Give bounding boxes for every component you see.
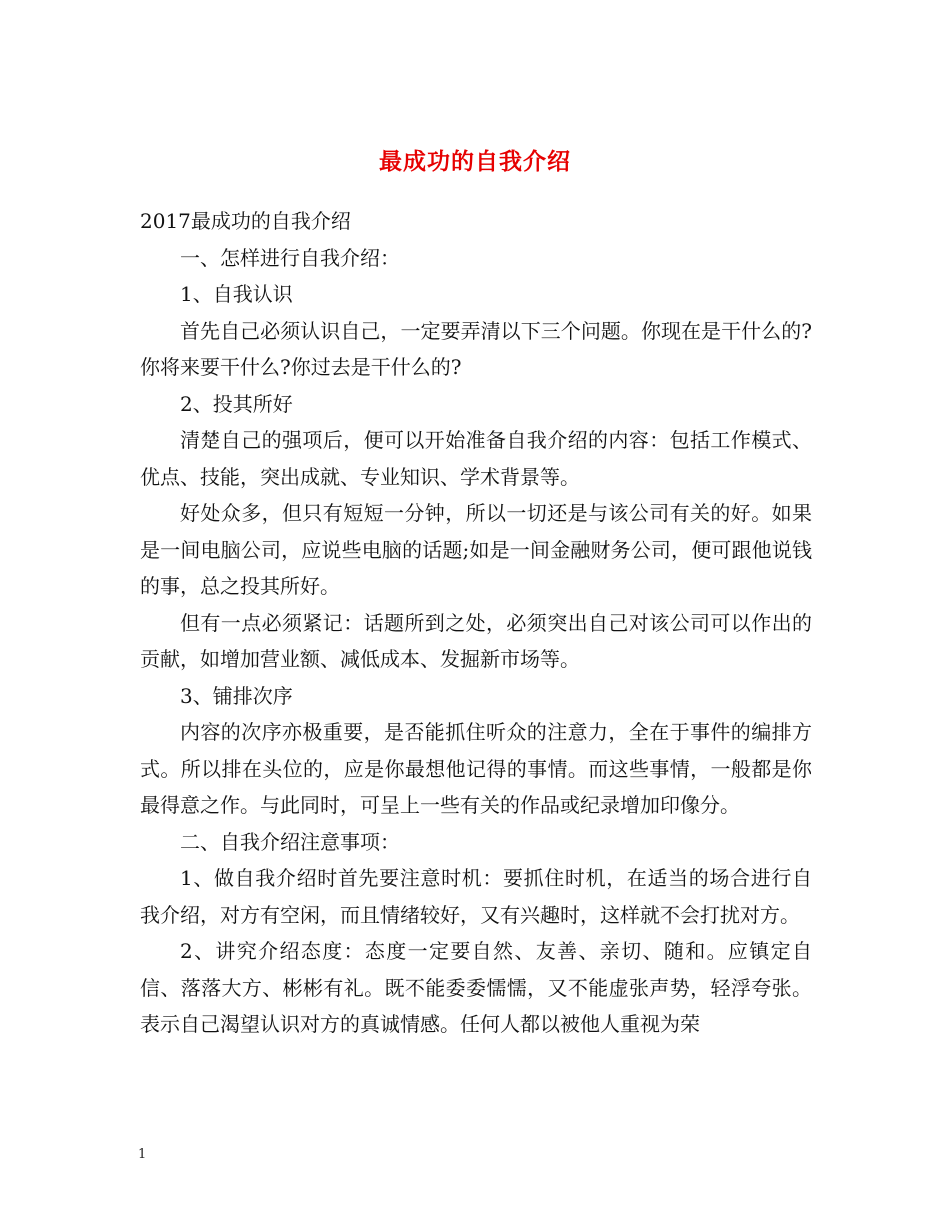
paragraph: 首先自己必须认识自己，一定要弄清以下三个问题。你现在是干什么的?你将来要干什么?你过去是干什么的? xyxy=(140,318,812,379)
section-heading-1: 一、怎样进行自我介绍： xyxy=(180,245,400,270)
paragraph: 内容的次序亦极重要，是否能抓住听众的注意力，全在于事件的编排方式。所以排在头位的，应是你最想他记得的事情。而这些事情，一般都是你最得意之作。与此同时，可呈上一些有关的作品或纪录增加印像分。 xyxy=(140,720,812,817)
section-heading-2: 二、自我介绍注意事项： xyxy=(180,829,400,854)
subheading-2: 2、投其所好 xyxy=(180,391,293,416)
paragraph: 好处众多，但只有短短一分钟，所以一切还是与该公司有关的好。如果是一间电脑公司，应说些电脑的话题;如是一间金融财务公司，便可跟他说钱的事，总之投其所好。 xyxy=(140,501,812,598)
subheading-3: 3、铺排次序 xyxy=(180,683,293,708)
paragraph: 2、讲究介绍态度：态度一定要自然、友善、亲切、随和。应镇定自信、落落大方、彬彬有礼。既不能委委懦懦，又不能虚张声势，轻浮夸张。表示自己渴望认识对方的真诚情感。任何人都以被他人重视为荣 xyxy=(140,939,812,1036)
paragraph: 清楚自己的强项后，便可以开始准备自我介绍的内容：包括工作模式、优点、技能，突出成就、专业知识、学术背景等。 xyxy=(140,428,812,489)
document-title: 最成功的自我介绍 xyxy=(379,148,571,176)
paragraph: 1、做自我介绍时首先要注意时机：要抓住时机，在适当的场合进行自我介绍，对方有空闲，而且情绪较好，又有兴趣时，这样就不会打扰对方。 xyxy=(140,866,812,927)
page-number: 1 xyxy=(138,1147,147,1162)
document-body xyxy=(140,203,812,1043)
subheading-1: 1、自我认识 xyxy=(180,282,293,306)
paragraph-heading: 2017最成功的自我介绍 xyxy=(140,209,351,233)
paragraph: 但有一点必须紧记：话题所到之处，必须突出自己对该公司可以作出的贡献，如增加营业额、减低成本、发掘新市场等。 xyxy=(140,610,812,671)
